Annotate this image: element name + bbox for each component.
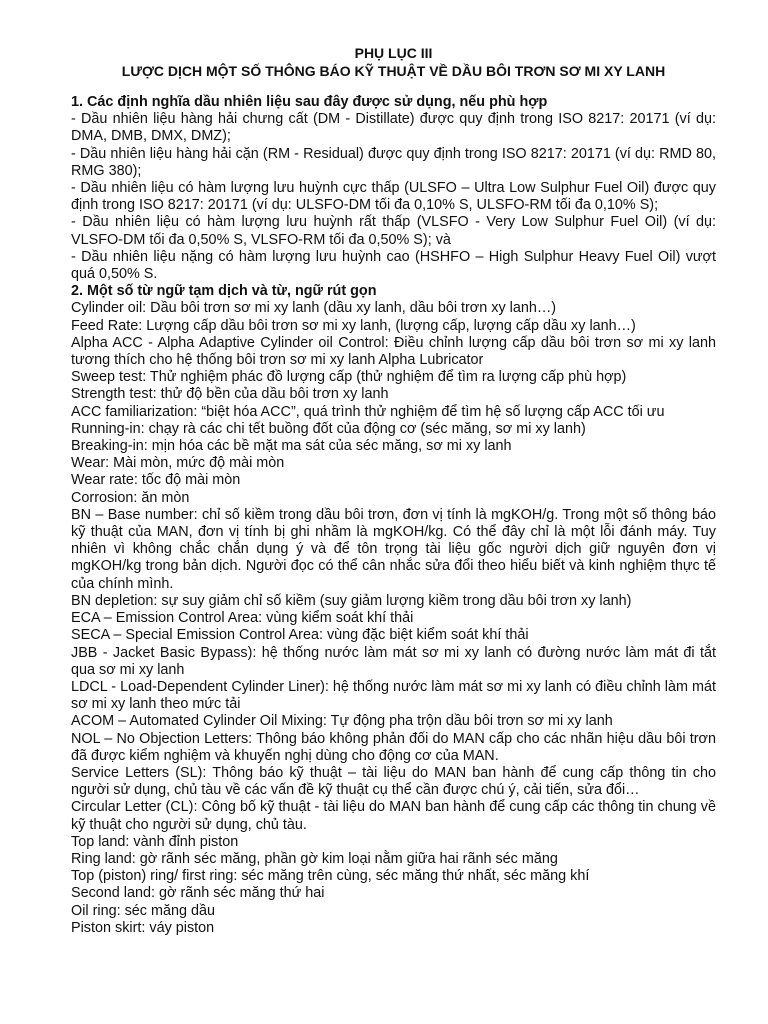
term-top-land: Top land: vành đỉnh piston bbox=[71, 833, 239, 850]
term-eca: ECA – Emission Control Area: vùng kiểm soát khí thải bbox=[71, 610, 414, 627]
document-page bbox=[71, 44, 716, 937]
term-strength-test: Strength test: thử độ bền của dầu bôi trơn xy lanh bbox=[71, 386, 389, 403]
section-1-heading: 1. Các định nghĩa dầu nhiên liệu sau đây được sử dụng, nếu phù hợp bbox=[71, 94, 548, 110]
document-body bbox=[71, 94, 716, 937]
term-running-in: Running-in: chạy rà các chi tết buồng đốt của động cơ (séc măng, sơ mi xy lanh) bbox=[71, 420, 586, 437]
document-title: LƯỢC DỊCH MỘT SỐ THÔNG BÁO KỸ THUẬT VỀ DẦU BÔI TRƠN SƠ MI XY LANH bbox=[121, 63, 666, 79]
section-2-heading: 2. Một số từ ngữ tạm dịch và từ, ngữ rút gọn bbox=[71, 283, 377, 300]
term-nol: NOL – No Objection Letters: Thông báo không phản đối do MAN cấp cho các nhãn hiệu dầu bôi trơn đã được kiểm nghiệm và khuyến nghị dùng cho động cơ của MAN. bbox=[71, 730, 716, 764]
term-ldcl: LDCL - Load-Dependent Cylinder Liner): hệ thống nước làm mát sơ mi xy lanh có điều chỉnh làm mát sơ mi xy lanh theo mức tải bbox=[71, 678, 716, 713]
term-bn-depletion: BN depletion: sự suy giảm chỉ số kiềm (suy giảm lượng kiềm trong dầu bôi trơn xy lanh) bbox=[71, 592, 632, 609]
term-acc-familiarization: ACC familiarization: “biệt hóa ACC”, quá trình thử nghiệm để tìm hệ số lượng cấp ACC tối ưu bbox=[71, 403, 665, 420]
fuel-definition-vlsfo: - Dầu nhiên liệu có hàm lượng lưu huỳnh rất thấp (VLSFO - Very Low Sulphur Fuel Oil) (ví dụ: VLSFO-DM tối đa 0,50% S, VLSFO-RM tối đa 0,50% S); và bbox=[71, 214, 716, 248]
fuel-definition-ulsfo: - Dầu nhiên liệu có hàm lượng lưu huỳnh cực thấp (ULSFO – Ultra Low Sulphur Fuel Oil) được quy định trong ISO 8217: 20171 (ví dụ: ULSFO-DM tối đa 0,10% S, ULSFO-RM tối đa 0,10% S); bbox=[71, 180, 716, 214]
term-wear: Wear: Mài mòn, mức độ mài mòn bbox=[71, 455, 285, 472]
term-wear-rate: Wear rate: tốc độ mài mòn bbox=[71, 472, 241, 489]
fuel-definition-rm: - Dầu nhiên liệu hàng hải cặn (RM - Residual) được quy định trong ISO 8217: 20171 (ví dụ: RMD 80, RMG 380); bbox=[71, 145, 716, 179]
term-jbb: JBB - Jacket Basic Bypass): hệ thống nước làm mát sơ mi xy lanh có đường nước làm mát đi tắt qua sơ mi xy lanh bbox=[71, 644, 716, 678]
term-base-number: BN – Base number: chỉ số kiềm trong dầu bôi trơn, đơn vị tính là mgKOH/g. Trong một số thông báo kỹ thuật của MAN, đơn vị tính bị ghi nhầm là mgKOH/kg. Có thể đây chỉ là một lỗi đánh máy. Tuy nhiên vì không chắc chắn dụng ý và để tôn trọng tài liệu gốc người dịch giữ nguyên đơn vị mgKOH/kg trong bản dịch. Người đọc có thể cân nhắc sửa đổi theo hiểu biết và kinh nghiệm thực tế của chính mình. bbox=[71, 506, 716, 592]
term-acom: ACOM – Automated Cylinder Oil Mixing: Tự động pha trộn dầu bôi trơn sơ mi xy lanh bbox=[71, 713, 613, 730]
term-circular-letter: Circular Letter (CL): Công bố kỹ thuật - tài liệu do MAN ban hành để cung cấp các thông tin chung về kỹ thuật cho người sử dụng, chủ tàu. bbox=[71, 799, 716, 833]
term-breaking-in: Breaking-in: mịn hóa các bề mặt ma sát của séc măng, sơ mi xy lanh bbox=[71, 438, 512, 455]
term-alpha-acc: Alpha ACC - Alpha Adaptive Cylinder oil Control: Điều chỉnh lượng cấp dầu bôi trơn sơ mi xy lanh tương thích cho hệ thống bôi trơn sơ mi xy lanh Alpha Lubricator bbox=[71, 334, 716, 369]
fuel-definition-hshfo: - Dầu nhiên liệu nặng có hàm lượng lưu huỳnh cao (HSHFO – High Sulphur Heavy Fuel Oil) vượt quá 0,50% S. bbox=[71, 248, 716, 283]
term-ring-land: Ring land: gờ rãnh séc măng, phần gờ kim loại nằm giữa hai rãnh séc măng bbox=[71, 850, 558, 867]
term-service-letters: Service Letters (SL): Thông báo kỹ thuật – tài liệu do MAN ban hành để cung cấp thông tin cho người sử dụng, chủ tàu về các vấn đề kỹ thuật cụ thể cần được chú ý, cải tiến, sửa đổi… bbox=[71, 764, 716, 799]
term-top-ring: Top (piston) ring/ first ring: séc măng trên cùng, séc măng thứ nhất, séc măng khí bbox=[71, 868, 590, 885]
term-piston-skirt: Piston skirt: váy piston bbox=[71, 919, 215, 936]
term-oil-ring: Oil ring: séc măng dầu bbox=[71, 902, 215, 919]
term-cylinder-oil: Cylinder oil: Dầu bôi trơn sơ mi xy lanh (dầu xy lanh, dầu bôi trơn xy lanh…) bbox=[71, 300, 557, 317]
fuel-definition-dm: - Dầu nhiên liệu hàng hải chưng cất (DM - Distillate) được quy định trong ISO 8217: 20171 (ví dụ: DMA, DMB, DMX, DMZ); bbox=[71, 111, 716, 145]
term-corrosion: Corrosion: ăn mòn bbox=[71, 489, 190, 506]
term-feed-rate: Feed Rate: Lượng cấp dầu bôi trơn sơ mi xy lanh, (lượng cấp, lượng cấp dầu xy lanh…) bbox=[71, 317, 636, 334]
term-second-land: Second land: gờ rãnh séc măng thứ hai bbox=[71, 885, 325, 902]
term-sweep-test: Sweep test: Thử nghiệm phác đồ lượng cấp (thử nghiệm để tìm ra lượng cấp phù hợp) bbox=[71, 369, 627, 386]
term-seca: SECA – Special Emission Control Area: vùng đặc biệt kiểm soát khí thải bbox=[71, 627, 529, 644]
appendix-label: PHỤ LỤC III bbox=[354, 45, 433, 61]
